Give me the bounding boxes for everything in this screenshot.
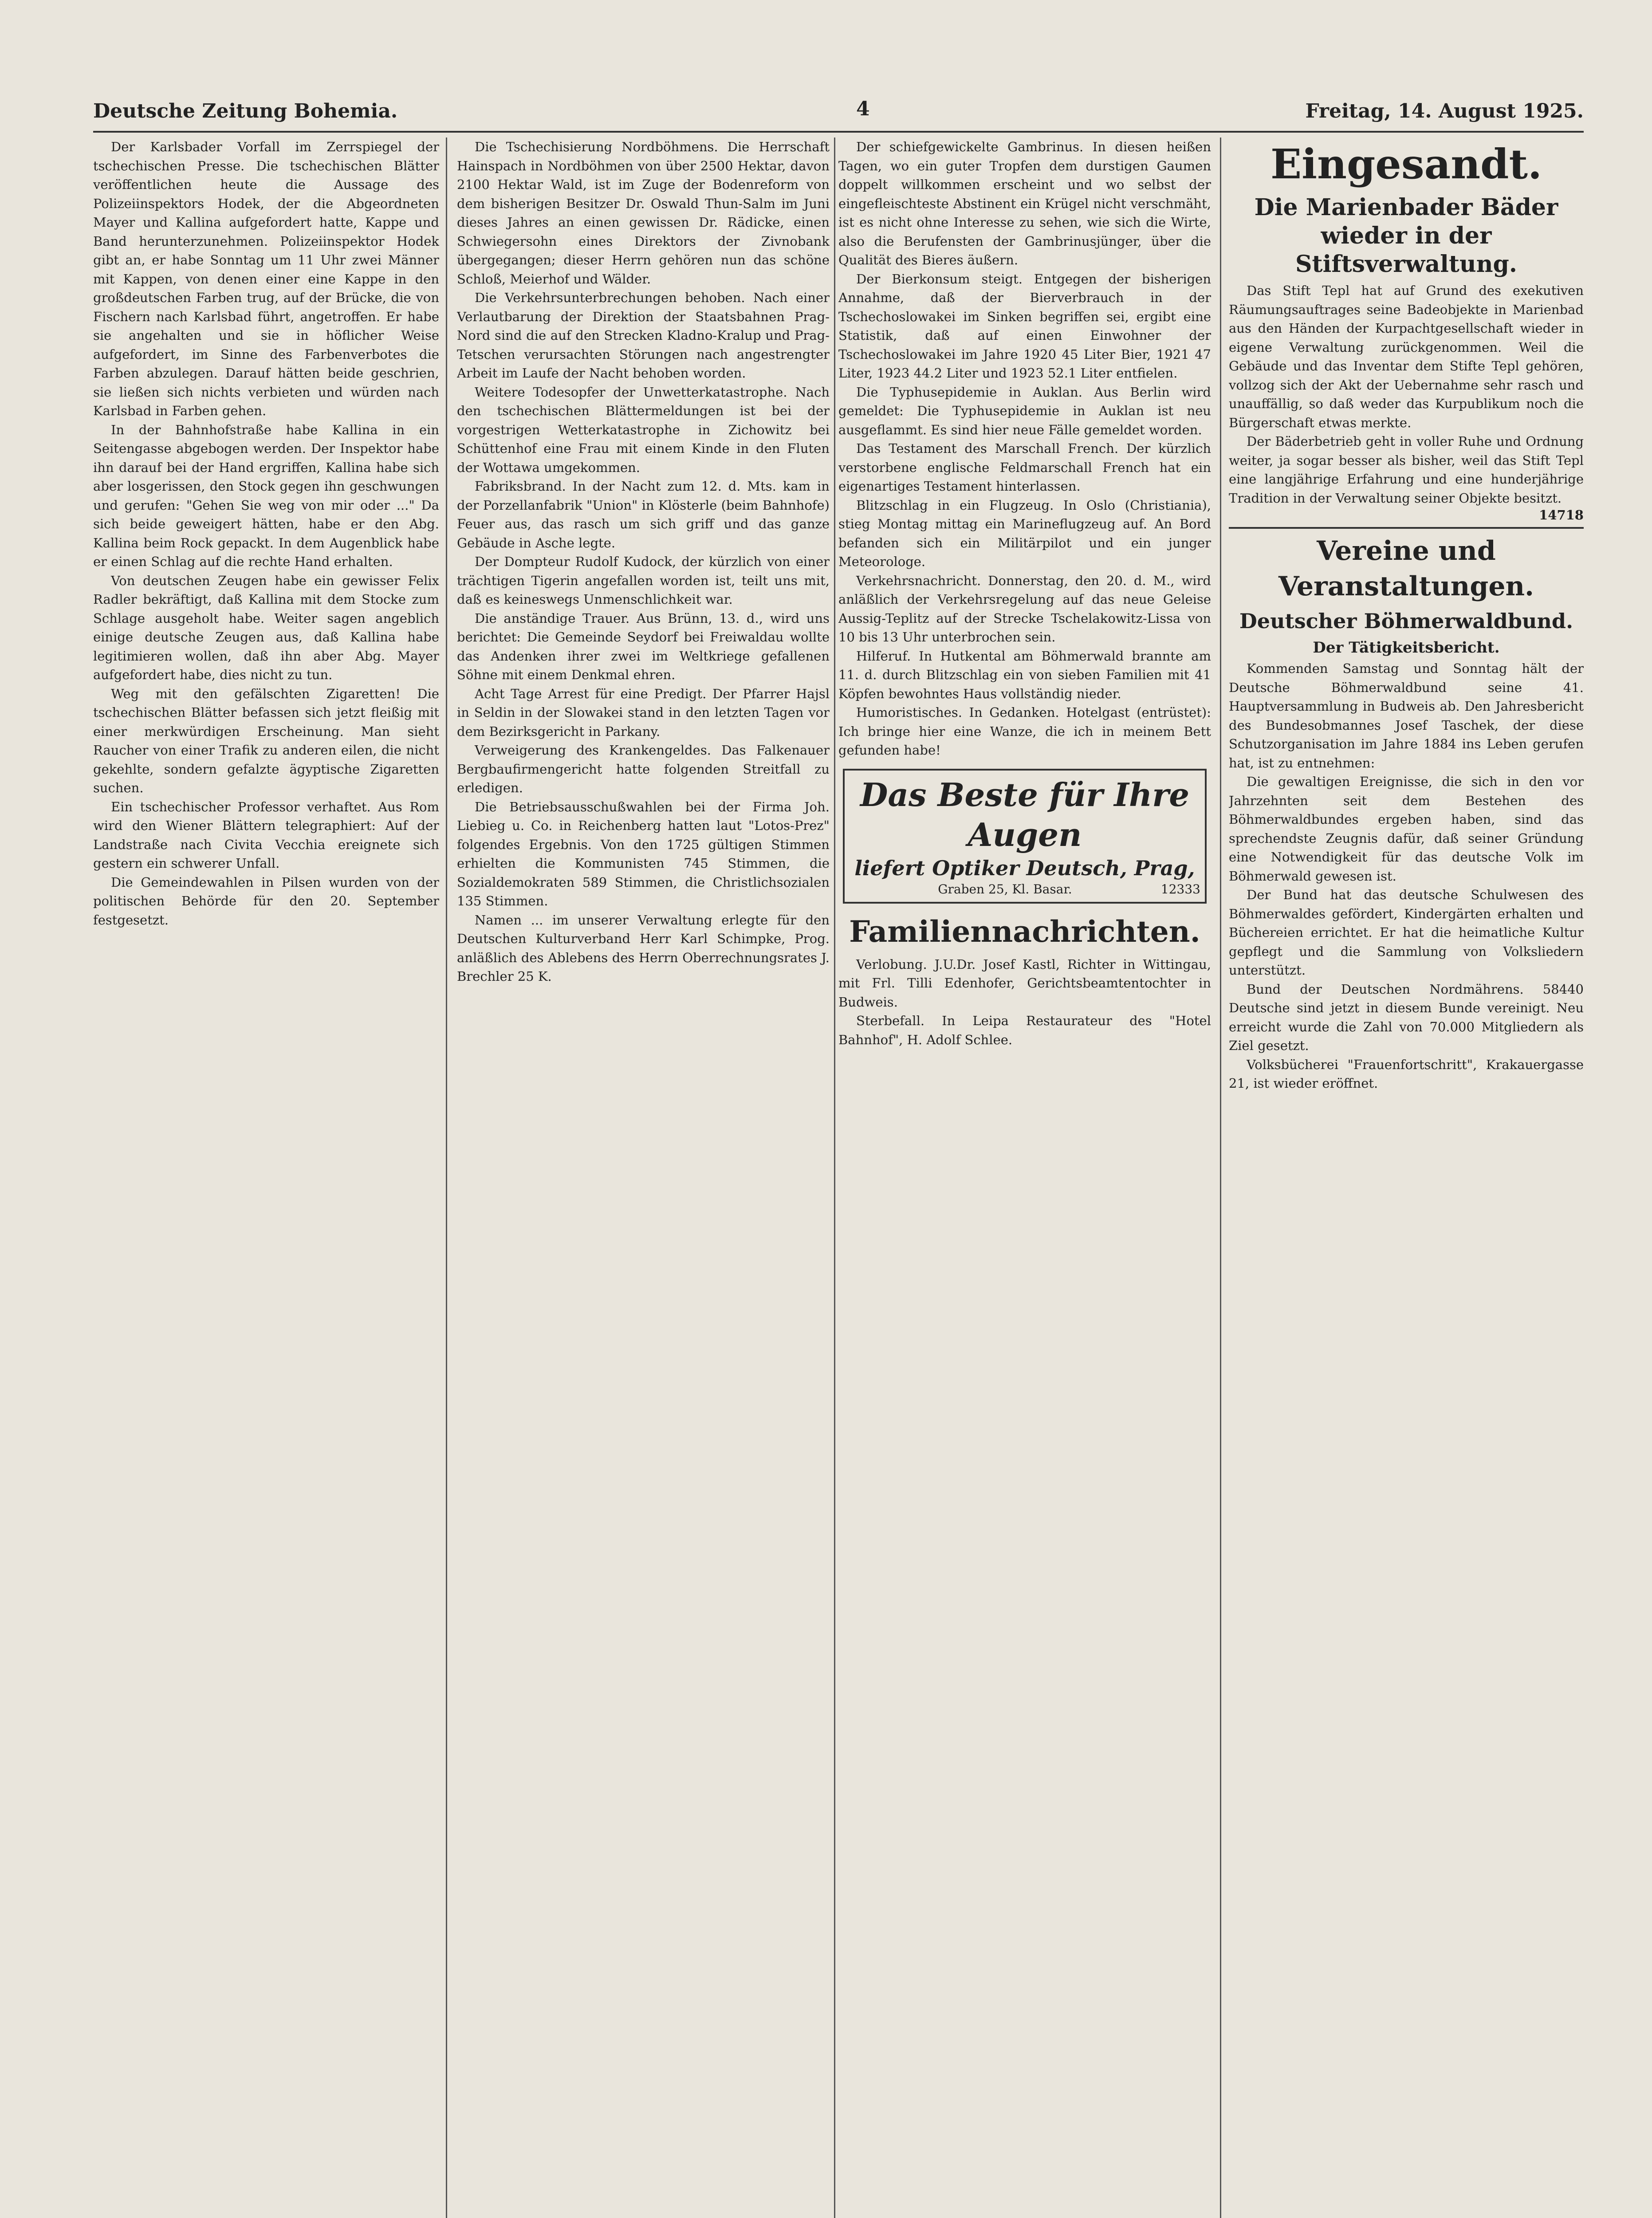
family-engagement: Verlobung. J.U.Dr. Josef Kastl, Richter in Wittingau, mit Frl. Tilli Edenhofer, Gerichtsbeamtentochter in Budweis. <box>838 956 1211 1010</box>
article-sick-pay: Verweigerung des Krankengeldes. Das Falkenauer Bergbaufirmengericht hatte folgenden Streitfall zu erledigen. <box>457 743 830 795</box>
article-storm-victims: Weitere Todesopfer der Unwetterkatastrophe. Nach den tschechischen Blättermeldungen ist bei der vorgestrigen Wetterkatastrophe in Zichowitz bei Schüttenhof eine Frau mit einem Kinde in den Fluten der Wottawa umgekommen. <box>457 384 830 475</box>
article-library: Volksbücherei "Frauenfortschritt", Krakauergasse 21, ist wieder eröffnet. <box>1229 1057 1584 1091</box>
ad-address <box>849 881 1200 897</box>
column-4 <box>1229 138 1584 2218</box>
article-report-title: Der Tätigkeitsbericht. <box>1313 639 1500 657</box>
column-3 <box>838 138 1211 2218</box>
article-nordmaehren: Bund der Deutschen Nordmährens. 58440 Deutsche sind jetzt in diesem Bunde vereinigt. Neu erreicht wurde die Zahl von 70.000 Mitgliedern als Ziel gesetzt. <box>1229 981 1584 1053</box>
article-code: 14718 <box>1539 507 1584 523</box>
article-humor: Humoristisches. In Gedanken. Hotelgast (entrüstet): Ich bringe hier eine Wanze, die ich in meinem Bett gefunden habe! <box>838 705 1211 758</box>
article-karlsbad-cont: In der Bahnhofstraße habe Kallina in ein Seitengasse abgebogen werden. Der Inspektor habe ihn darauf bei der Hand ergriffen, Kallina habe sich aber losgerissen, den Stock gegen ihn geschwungen und gerufen: "Gehen Sie weg von mir oder ..." Da sich beide geweigert hätten, habe er den Abg. Kallina beim Rock gepackt. In dem Augenblick habe er einen Schlag auf die rechte Hand erhalten. <box>93 422 439 569</box>
article-tamer: Der Dompteur Rudolf Kudock, der kürzlich von einer trächtigen Tigerin angefallen worden ist, teilt uns mit, daß es keineswegs Unmenschlichkeit war. <box>457 554 830 607</box>
ad-code: 12333 <box>1160 881 1200 897</box>
ad-headline: Das Beste für Ihre Augen <box>860 775 1190 853</box>
article-liebieg: Die Betriebsausschußwahlen bei der Firma Joh. Liebieg u. Co. in Reichenberg hatten laut "Lotos-Prez" folgendes Ergebnis. Von den 1725 gültigen Stimmen erhielten die Kommunisten 745 Stimmen, die Sozialdemokraten 589 Stimmen, die Christlichsozialen 135 Stimmen. <box>457 799 830 908</box>
column-divider <box>446 138 447 2218</box>
ad-subline: liefert Optiker Deutsch, Prag, <box>854 856 1195 880</box>
page-header <box>93 95 1584 131</box>
page-number: 4 <box>856 98 870 120</box>
article-sermon: Acht Tage Arrest für eine Predigt. Der Pfarrer Hajsl in Seldin in der Slowakei stand in den letzten Tagen vor dem Bezirksgericht in Parkany. <box>457 686 830 739</box>
article-boehmerwald: Kommenden Samstag und Sonntag hält der Deutsche Böhmerwaldbund seine 41. Hauptversammlung in Budweis ab. Den Jahresbericht des Bundesobmannes Josef Taschek, der diese Schutzorganisation im Jahre 1884 ins Leben gerufen hat, ist zu entnehmen: <box>1229 661 1584 771</box>
article-fire-appeal: Hilferuf. In Hutkental am Böhmerwald brannte am 11. d. durch Blitzschlag ein von sieben Familien mit 41 Köpfen bewohntes Haus vollständig nieder. <box>838 648 1211 701</box>
article-cigarettes: Weg mit den gefälschten Zigaretten! Die tschechischen Blätter befassen sich jetzt fleißig mit einer merkwürdigen Erscheinung. Man sieht Raucher von einer Trafik zu anderen eilen, die nicht gekehlte, sondern gefalzte ägyptische Zigaretten suchen. <box>93 686 439 795</box>
article-boehmerwald-schools: Der Bund hat das deutsche Schulwesen des Böhmerwaldes gefördert, Kindergärten erhalten und Büchereien errichtet. Er hat die heimatliche Kultur gepflegt und die Sammlung von Volksliedern unterstützt. <box>1229 887 1584 978</box>
article-mourning: Die anständige Trauer. Aus Brünn, 13. d., wird uns berichtet: Die Gemeinde Seydorf bei Freiwaldau wollte das Andenken ihrer zwei im Weltkriege gefallenen Söhne mit einem Denkmal ehren. <box>457 610 830 682</box>
article-traffic: Die Verkehrsunterbrechungen behoben. Nach einer Verlautbarung der Direktion der Staatsbahnen Prag-Nord sind die auf den Strecken Kladno-Kralup und Prag-Tetschen verursachten Störungen nach angestrengter Arbeit im Laufe der Nacht behoben worden. <box>457 290 830 381</box>
article-professor: Ein tschechischer Professor verhaftet. Aus Rom wird den Wiener Blättern telegraphiert: Auf der Landstraße nach Civita Vecchia ereignete sich gestern ein schwerer Unfall. <box>93 799 439 871</box>
family-death: Sterbefall. In Leipa Restaurateur des "Hotel Bahnhof", H. Adolf Schlee. <box>838 1013 1211 1047</box>
article-pilsen-elections: Die Gemeindewahlen in Pilsen wurden von der politischen Behörde für den 20. September festgesetzt. <box>93 874 439 928</box>
article-boehmerwald-events: Die gewaltigen Ereignisse, die sich in den vor Jahrzehnten seit dem Bestehen des Böhmerwaldbundes ergeben haben, sind das sprechendste Zeugnis dafür, daß seiner Gründung eine Notwendigkeit für das deutsche Volk im Böhmerwald gewesen ist. <box>1229 774 1584 884</box>
section-title-vereine: Vereine und Veranstaltungen. <box>1278 535 1534 602</box>
section-title-eingesandt: Eingesandt. <box>1270 140 1542 188</box>
article-marienbad-cont: Der Bäderbetrieb geht in voller Ruhe und Ordnung weiter, ja sogar besser als bisher, weil das Stift Tepl eine langjährige Erfahrung und eine hunderjährige Tradition in der Verwaltung seiner Objekte besitzt. <box>1229 434 1584 506</box>
article-marienbad-title: Die Marienbader Bäder wieder in der Stiftsverwaltung. <box>1254 194 1558 278</box>
column-divider <box>834 138 835 2218</box>
optician-advertisement <box>843 769 1207 904</box>
article-karlsbad-witness: Von deutschen Zeugen habe ein gewisser Felix Radler bekräftigt, daß Kallina mit dem Stocke zum Schlage ausgeholt habe. Weiter sagen angeblich einige deutsche Zeugen aus, daß Kallina habe legitimieren wollen, daß ihn aber Abg. Mayer aufgefordert habe, dies nicht zu tun. <box>93 573 439 682</box>
article-boehmerwald-title: Deutscher Böhmerwaldbund. <box>1239 609 1573 633</box>
family-news-title: Familiennachrichten. <box>849 914 1200 949</box>
article-beer: Der Bierkonsum steigt. Entgegen der bisherigen Annahme, daß der Bierverbrauch in der Tschechoslowakei im Sinken begriffen sei, ergibt eine Statistik, daß auf einen Einwohner der Tschechoslowakei im Jahre 1920 45 Liter Bier, 1921 47 Liter, 1923 44.2 Liter und 1923 52.1 Liter entfielen. <box>838 271 1211 381</box>
ad-street: Graben 25, Kl. Basar. <box>938 881 1072 897</box>
article-nordboehmen: Die Tschechisierung Nordböhmens. Die Herrschaft Hainspach in Nordböhmen von über 2500 Hektar, davon 2100 Hektar Wald, ist im Zuge der Bodenreform von dem bisherigen Besitzer Dr. Oswald Thun-Salm im Juni dieses Jahres an einen gewissen Dr. Rädicke, einen Schwiegersohn eines Direktors der Zivnobank übergegangen; dieser Herrn gehören nun das schöne Schloß, Meierhof und Wälder. <box>457 139 830 287</box>
column-2 <box>457 138 830 2218</box>
article-french: Das Testament des Marschall French. Der kürzlich verstorbene englische Feldmarschall French hat ein eigenartiges Testament hinterlassen. <box>838 441 1211 494</box>
article-typhus: Die Typhusepidemie in Auklan. Aus Berlin wird gemeldet: Die Typhusepidemie in Auklan ist neu ausgeflammt. Es sind hier neue Fälle gemeldet worden. <box>838 384 1211 437</box>
article-karlsbad: Der Karlsbader Vorfall im Zerrspiegel der tschechischen Presse. Die tschechischen Blätter veröffentlichen heute die Aussage des Polizeiinspektors Hodek, der die Abgeordneten Mayer und Kallina aufgefordert hatte, Kappe und Band herunterzunehmen. Polizeiinspektor Hodek gibt an, er habe Sonntag um 11 Uhr zwei Männer mit Kappen, von denen einer eine Kappe in den großdeutschen Farben trug, auf der Brücke, die von Fischern nach Karlsbad führt, angetroffen. Er habe sie angehalten und sie in höflicher Weise aufgefordert, im Sinne des Farbenverbotes die Farben abzulegen. Darauf hätten beide geschrien, sie ließen sich nichts verbieten und würden nach Karlsbad in Farben gehen. <box>93 139 439 418</box>
column-1 <box>93 138 439 2218</box>
newspaper-name: Deutsche Zeitung Bohemia. <box>93 100 398 122</box>
section-rule <box>1229 527 1584 529</box>
article-lightning: Blitzschlag in ein Flugzeug. In Oslo (Christiania), stieg Montag mittag ein Marineflugzeug auf. An Bord befanden sich ein Militärpilot und ein junger Meteorologe. <box>838 497 1211 569</box>
issue-date: Freitag, 14. August 1925. <box>1305 100 1584 122</box>
article-traffic-news: Verkehrsnachricht. Donnerstag, den 20. d. M., wird anläßlich der Verkehrsregelung auf das neue Geleise Aussig-Teplitz auf der Strecke Tschelakowitz-Lissa von 10 bis 13 Uhr unterbrochen sein. <box>838 573 1211 645</box>
header-rule <box>93 131 1584 133</box>
article-gambrinus: Der schiefgewickelte Gambrinus. In diesen heißen Tagen, wo ein guter Tropfen dem durstigen Gaumen doppelt willkommen erscheint und wo selbst der eingefleischteste Abstinent ein Krügel nicht verschmäht, ist es nicht ohne Interesse zu sehen, wie sich die Wirte, also die Berufensten der Gambrinusjünger, über die Qualität des Bieres äußern. <box>838 139 1211 267</box>
column-divider <box>1220 138 1221 2218</box>
article-factory-fire: Fabriksbrand. In der Nacht zum 12. d. Mts. kam in der Porzellanfabrik "Union" in Klösterle (beim Bahnhofe) Feuer aus, das rasch um sich griff und das ganze Gebäude in Asche legte. <box>457 479 830 551</box>
article-donation: Namen ... im unserer Verwaltung erlegte für den Deutschen Kulturverband Herr Karl Schimpke, Prog. anläßlich des Ablebens des Herrn Oberrechnungsrates J. Brechler 25 K. <box>457 912 830 984</box>
article-marienbad: Das Stift Tepl hat auf Grund des exekutiven Räumungsauftrages seine Badeobjekte in Marienbad aus den Händen der Kurpachtgesellschaft wieder in eigene Verwaltung zurückgenommen. Weil die Gebäude und das Inventar dem Stifte Tepl gehören, vollzog sich der Akt der Uebernahme sehr rasch und unauffällig, so daß weder das Kurpublikum noch die Bürgerschaft etwas merkte. <box>1229 283 1584 430</box>
